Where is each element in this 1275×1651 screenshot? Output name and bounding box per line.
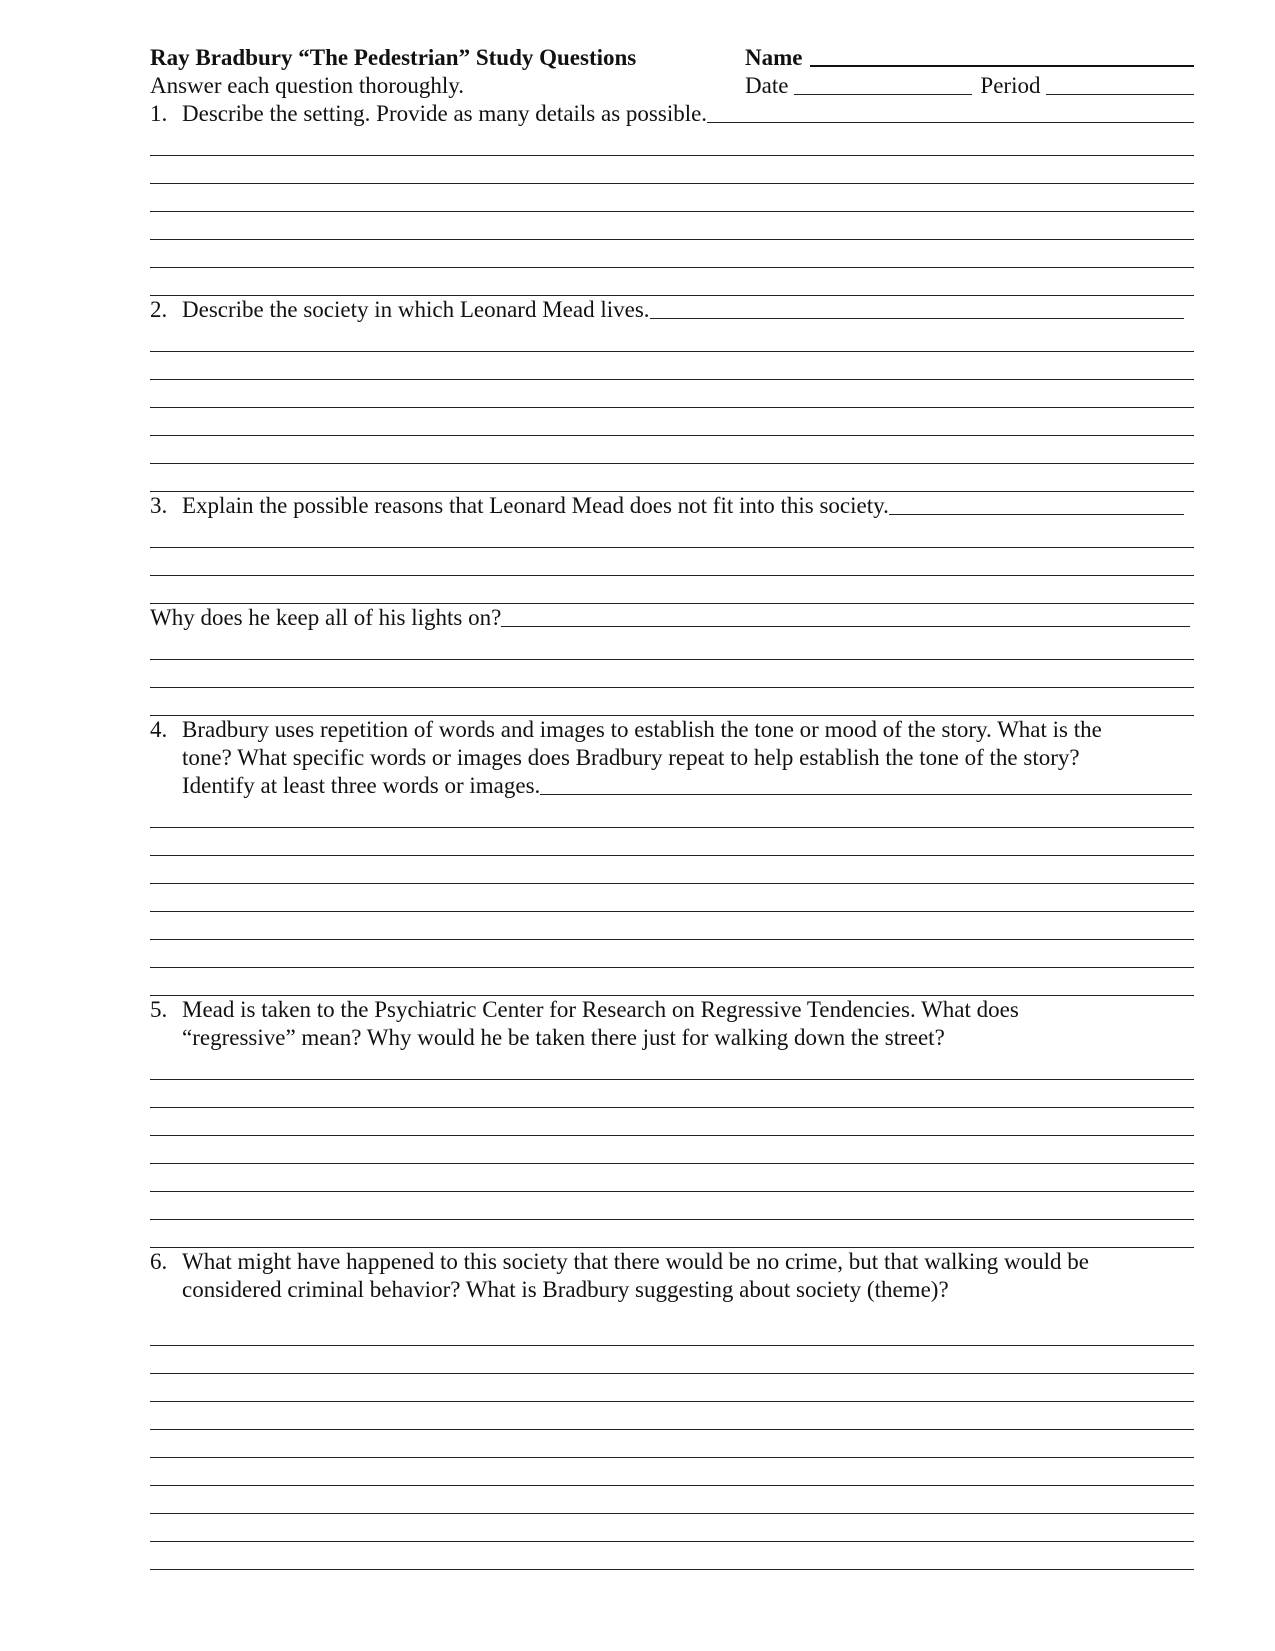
question-4	[150, 716, 1194, 744]
answer-line[interactable]	[150, 324, 1194, 352]
answer-line[interactable]	[150, 1108, 1194, 1136]
answer-line[interactable]	[150, 1080, 1194, 1108]
worksheet-page	[150, 44, 1194, 1570]
answer-line[interactable]	[150, 912, 1194, 940]
answer-line[interactable]	[501, 604, 1190, 627]
question-2	[150, 296, 1194, 324]
question-3	[150, 492, 1194, 520]
answer-line[interactable]	[150, 576, 1194, 604]
question-6-continued	[150, 1276, 1194, 1304]
answer-line[interactable]	[540, 772, 1192, 795]
question-number: 1.	[150, 101, 168, 126]
date-label: Date	[745, 73, 789, 98]
answer-line[interactable]	[150, 548, 1194, 576]
period-field[interactable]	[1046, 72, 1194, 95]
answer-line[interactable]	[150, 1402, 1194, 1430]
header-row-1	[150, 44, 1194, 72]
answer-line[interactable]	[150, 884, 1194, 912]
question-6	[150, 1248, 1194, 1276]
answer-line[interactable]	[150, 1430, 1194, 1458]
answer-line[interactable]	[150, 1164, 1194, 1192]
date-field[interactable]	[794, 72, 972, 95]
answer-line[interactable]	[150, 660, 1194, 688]
answer-line[interactable]	[150, 212, 1194, 240]
question-4-continued	[150, 772, 1194, 800]
name-field[interactable]	[810, 43, 1194, 67]
answer-line[interactable]	[150, 1136, 1194, 1164]
question-number: 2.	[150, 297, 168, 322]
answer-line[interactable]	[150, 352, 1194, 380]
question-text: What might have happened to this society that there would be no crime, but that walking would be	[182, 1249, 1089, 1274]
answer-line[interactable]	[150, 240, 1194, 268]
answer-line[interactable]	[150, 520, 1194, 548]
answer-line[interactable]	[889, 492, 1184, 515]
answer-line[interactable]	[150, 688, 1194, 716]
question-text: Describe the society in which Leonard Mead lives.	[182, 297, 650, 322]
question-5	[150, 996, 1194, 1024]
question-3b	[150, 604, 1194, 632]
answer-line[interactable]	[150, 1220, 1194, 1248]
question-text: Mead is taken to the Psychiatric Center for Research on Regressive Tendencies. What does	[182, 997, 1019, 1022]
answer-line[interactable]	[150, 268, 1194, 296]
question-text: Bradbury uses repetition of words and images to establish the tone or mood of the story. What is the	[182, 717, 1102, 742]
question-5-continued	[150, 1024, 1194, 1052]
answer-line[interactable]	[150, 800, 1194, 828]
question-number: 3.	[150, 493, 168, 518]
worksheet-title: Ray Bradbury “The Pedestrian” Study Questions	[150, 45, 637, 70]
answer-line[interactable]	[150, 436, 1194, 464]
question-text: Identify at least three words or images.	[182, 773, 541, 798]
answer-line[interactable]	[150, 1304, 1194, 1346]
answer-line[interactable]	[150, 380, 1194, 408]
question-number: 4.	[150, 717, 168, 742]
answer-line[interactable]	[150, 1192, 1194, 1220]
question-4-continued	[150, 744, 1194, 772]
answer-line[interactable]	[150, 940, 1194, 968]
period-label: Period	[980, 73, 1041, 98]
question-1	[150, 100, 1194, 128]
name-label: Name	[745, 45, 803, 70]
answer-line[interactable]	[150, 408, 1194, 436]
header-row-2	[150, 72, 1194, 100]
answer-line[interactable]	[650, 296, 1184, 319]
answer-line[interactable]	[150, 184, 1194, 212]
answer-line[interactable]	[150, 1052, 1194, 1080]
answer-line[interactable]	[150, 1346, 1194, 1374]
question-text: Why does he keep all of his lights on?	[150, 605, 502, 630]
answer-line[interactable]	[150, 1374, 1194, 1402]
answer-line[interactable]	[150, 632, 1194, 660]
answer-line[interactable]	[150, 128, 1194, 156]
answer-line[interactable]	[150, 1542, 1194, 1570]
answer-line[interactable]	[150, 1458, 1194, 1486]
answer-line[interactable]	[150, 968, 1194, 996]
instructions-text: Answer each question thoroughly.	[150, 73, 465, 98]
question-text: Explain the possible reasons that Leonard Mead does not fit into this society.	[182, 493, 889, 518]
question-number: 6.	[150, 1249, 168, 1274]
answer-line[interactable]	[150, 156, 1194, 184]
question-text: Describe the setting. Provide as many details as possible.	[182, 101, 708, 126]
answer-line[interactable]	[150, 1514, 1194, 1542]
answer-line[interactable]	[150, 828, 1194, 856]
question-text: “regressive” mean? Why would he be taken there just for walking down the street?	[182, 1025, 945, 1050]
answer-line[interactable]	[707, 100, 1194, 123]
answer-line[interactable]	[150, 464, 1194, 492]
question-text: tone? What specific words or images does Bradbury repeat to help establish the tone of the story?	[182, 745, 1080, 770]
question-text: considered criminal behavior? What is Bradbury suggesting about society (theme)?	[182, 1277, 949, 1302]
answer-line[interactable]	[150, 1486, 1194, 1514]
question-number: 5.	[150, 997, 168, 1022]
answer-line[interactable]	[150, 856, 1194, 884]
